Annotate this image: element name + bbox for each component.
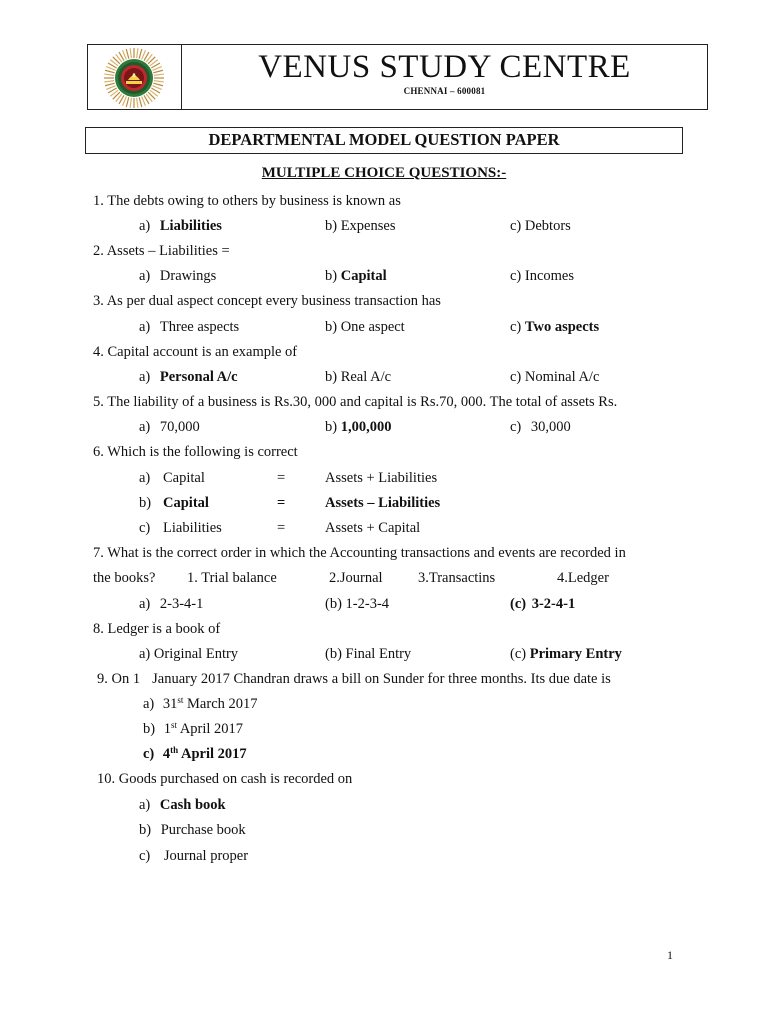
q9-option-a: a) 31st March 2017	[143, 695, 258, 712]
q8-option-c: (c) Primary Entry	[510, 646, 622, 662]
question-5: 5. The liability of a business is Rs.30, 000 and capital is Rs.70, 000. The total of assets Rs.	[93, 394, 618, 410]
q2-option-a: a) Drawings	[139, 268, 217, 284]
question-3: 3. As per dual aspect concept every business transaction has	[93, 293, 441, 309]
q6-option-c-eq: =	[277, 520, 286, 536]
q1-option-a: a) Liabilities	[139, 218, 222, 234]
q6-option-b-eq: =	[277, 495, 286, 511]
section-title: MULTIPLE CHOICE QUESTIONS:-	[261, 165, 507, 181]
q8-option-b: (b) Final Entry	[325, 646, 412, 662]
q10-option-b: b) Purchase book	[139, 822, 246, 838]
q8-option-a: a) Original Entry	[139, 646, 239, 662]
q7-option-b: (b) 1-2-3-4	[325, 596, 390, 612]
q7-option-c: (c) 3-2-4-1	[510, 596, 576, 612]
question-4: 4. Capital account is an example of	[93, 344, 298, 360]
question-2: 2. Assets – Liabilities =	[93, 243, 230, 259]
q7-item-2: 2.Journal	[329, 570, 383, 586]
question-1: 1. The debts owing to others by business is known as	[93, 193, 401, 209]
question-9: 9. On 1 January 2017 Chandran draws a bill on Sunder for three months. Its due date is	[97, 671, 611, 687]
q5-option-c: c) 30,000	[510, 419, 571, 435]
question-6: 6. Which is the following is correct	[93, 444, 298, 460]
q9-option-b: b) 1st April 2017	[143, 720, 244, 737]
q6-option-c-label: c)	[139, 520, 151, 536]
venus-logo-icon	[99, 47, 169, 109]
q10-option-a: a) Cash book	[139, 797, 226, 813]
q6-option-b-left: Capital	[163, 495, 209, 511]
logo-cell	[88, 45, 182, 109]
question-7-cont: the books?	[93, 570, 156, 586]
q4-option-c: c) Nominal A/c	[510, 369, 600, 385]
q6-option-c-left: Liabilities	[163, 520, 222, 536]
q3-option-c: c) Two aspects	[510, 319, 600, 335]
header-box	[87, 44, 708, 110]
q9-option-c: c) 4th April 2017	[143, 745, 247, 762]
q6-option-c-right: Assets + Capital	[325, 520, 421, 536]
institute-title: VENUS STUDY CENTRE	[258, 49, 631, 85]
q1-option-c: c) Debtors	[510, 218, 571, 234]
page-number: 1	[667, 948, 673, 962]
q2-option-c: c) Incomes	[510, 268, 575, 284]
question-10: 10. Goods purchased on cash is recorded on	[97, 771, 353, 787]
q6-option-a-label: a)	[139, 470, 151, 486]
paper-title: DEPARTMENTAL MODEL QUESTION PAPER	[208, 130, 560, 149]
q4-option-a: a) Personal A/c	[139, 369, 238, 385]
q1-option-b: b) Expenses	[325, 218, 396, 234]
q6-option-b-right: Assets – Liabilities	[325, 495, 441, 511]
institute-location: CHENNAI – 600081	[403, 86, 486, 96]
q7-item-1: 1. Trial balance	[187, 570, 277, 586]
q6-option-a-right: Assets + Liabilities	[325, 470, 438, 486]
q2-option-b: b) Capital	[325, 268, 387, 284]
q6-option-a-eq: =	[277, 470, 286, 486]
q5-option-a: a) 70,000	[139, 419, 200, 435]
question-7: 7. What is the correct order in which the Accounting transactions and events are recorded in	[93, 545, 626, 561]
q6-option-a-left: Capital	[163, 470, 205, 486]
q7-option-a: a) 2-3-4-1	[139, 596, 204, 612]
paper-title-box	[85, 127, 683, 154]
q6-option-b-label: b)	[139, 495, 152, 511]
q7-item-4: 4.Ledger	[557, 570, 609, 586]
q5-option-b: b) 1,00,000	[325, 419, 392, 435]
question-8: 8. Ledger is a book of	[93, 621, 221, 637]
q10-option-c: c) Journal proper	[139, 848, 249, 864]
q7-item-3: 3.Transactins	[418, 570, 496, 586]
q4-option-b: b) Real A/c	[325, 369, 392, 385]
q3-option-b: b) One aspect	[325, 319, 405, 335]
q3-option-a: a) Three aspects	[139, 319, 240, 335]
